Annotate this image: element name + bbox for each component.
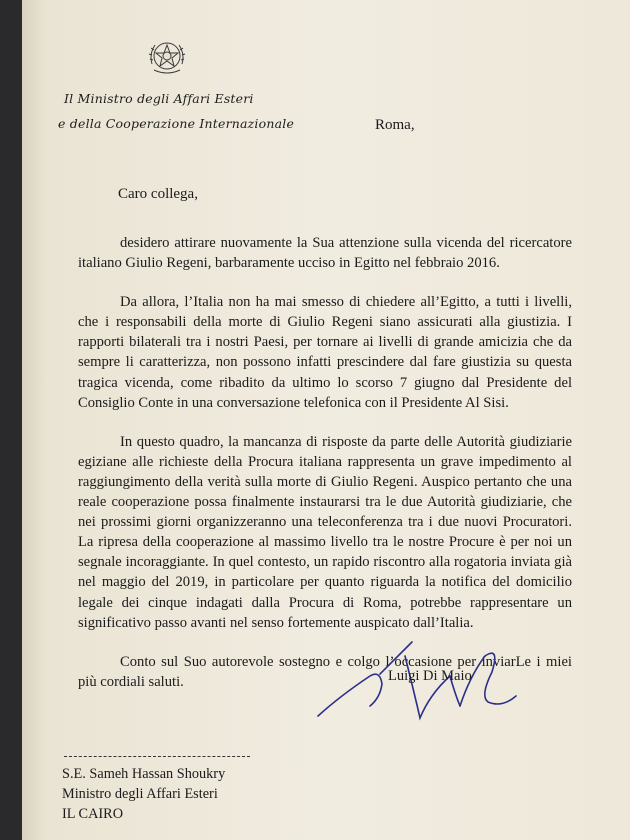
recipient-city: IL CAIRO <box>62 806 124 822</box>
letter-page <box>22 0 630 840</box>
divider <box>64 756 250 757</box>
paragraph-1: desidero attirare nuovamente la Sua attenzione sulla vicenda del ricercatore italiano Giulio Regeni, barbaramente ucciso in Egitto nel febbraio 2016. <box>78 235 572 272</box>
recipient-name: S.E. Sameh Hassan Shoukry <box>62 766 226 782</box>
paragraph-4: Conto sul Suo autorevole sostegno e colgo l’occasione per inviarLe i miei più cordiali saluti. <box>78 653 572 690</box>
ministry-letterhead <box>58 86 314 136</box>
place-date: Roma, <box>375 117 415 133</box>
paragraph-3: In questo quadro, la mancanza di risposte da parte delle Autorità giudiziarie egiziane alle richieste della Procura italiana rappresenta un grave impedimento al raggiungimento della verità sulla morte di Giulio Regeni. Auspico pertanto che una reale cooperazione possa finalmente instaurarsi tra le due Autorità giudiziarie, che nei prossimi giorni organizzeranno una teleconferenza tra i due nuovi Procuratori. La ripresa della cooperazione al massimo livello tra le nostre Procure è per noi un segnale incoraggiante. In quel contesto, un rapido riscontro alla rogatoria inviata già nel maggio del 2019, in particolare per quanto riguarda la notifica del domicilio legale dei cinque indagati dalla Procura di Roma, potrebbe rappresentare un significativo passo avanti nel senso fortemente auspicato dall’Italia. <box>78 433 572 631</box>
ministry-line-2: e della Cooperazione Internazionale <box>58 116 295 131</box>
recipient-title: Ministro degli Affari Esteri <box>62 786 218 802</box>
signer-name: Luigi Di Maio <box>388 668 472 684</box>
ministry-line-1: Il Ministro degli Affari Esteri <box>64 91 254 106</box>
italian-republic-emblem-icon <box>146 36 188 78</box>
paragraph-2: Da allora, l’Italia non ha mai smesso di chiedere all’Egitto, a tutti i livelli, che i responsabili della morte di Giulio Regeni siano assicurati alla giustizia. I rapporti bilaterali tra i nostri Paesi, per tornare ai livelli di grande amicizia che da sempre li caratterizza, non possono infatti prescindere dal fare giustizia su questa tragica vicenda, come ribadito da ultimo lo scorso 7 giugno dal Presidente del Consiglio Conte in una conversazione telefonica con il Presidente Al Sisi. <box>78 294 572 411</box>
recipient-block <box>62 764 225 824</box>
salutation: Caro collega, <box>118 186 198 202</box>
